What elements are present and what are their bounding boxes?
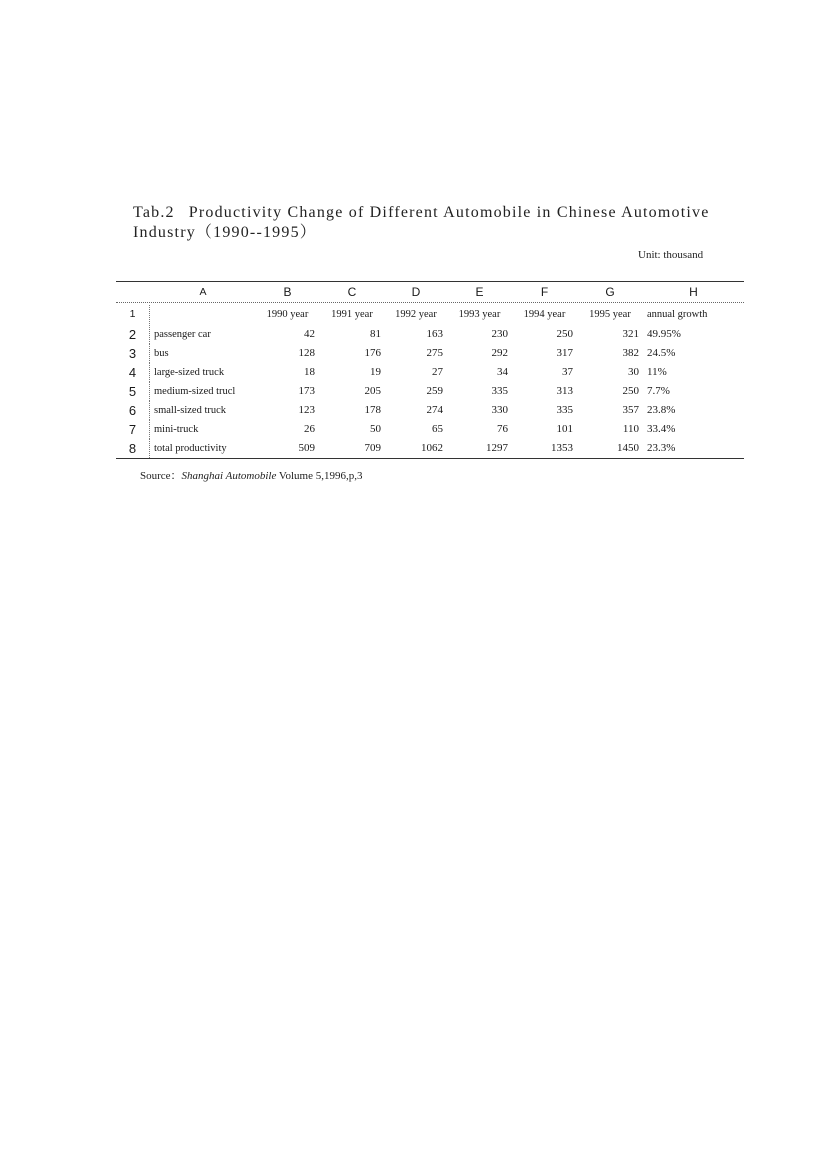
row-label: bus [154, 348, 169, 359]
value-cell: 101 [556, 423, 573, 435]
value-cell: 30 [628, 366, 639, 378]
source-prefix: Source： [140, 470, 182, 482]
value-cell: 321 [622, 328, 639, 340]
row-number: 2 [116, 325, 150, 344]
source-note [140, 467, 362, 483]
row-number: 8 [116, 439, 150, 458]
row-label: total productivity [154, 443, 227, 454]
year-header: 1991 year [331, 308, 373, 320]
value-cell: 274 [426, 404, 443, 416]
value-cell: 76 [497, 423, 508, 435]
source-suffix: Volume 5,1996,p,3 [276, 470, 363, 482]
value-cell: 65 [432, 423, 443, 435]
value-cell: 259 [426, 385, 443, 397]
value-cell: 250 [622, 385, 639, 397]
value-cell: 81 [370, 328, 381, 340]
value-cell: 26 [304, 423, 315, 435]
growth-cell: 49.95% [647, 328, 681, 340]
value-cell: 18 [304, 366, 315, 378]
value-cell: 34 [497, 366, 508, 378]
growth-cell: 11% [647, 366, 667, 378]
value-cell: 123 [298, 404, 315, 416]
table-row [116, 325, 744, 344]
row-label: small-sized truck [154, 405, 227, 416]
value-cell: 317 [556, 347, 573, 359]
growth-cell: 7.7% [647, 385, 670, 397]
value-cell: 313 [556, 385, 573, 397]
value-cell: 205 [364, 385, 381, 397]
value-cell: 275 [426, 347, 443, 359]
source-publication: Shanghai Automobile [181, 470, 277, 482]
value-cell: 163 [426, 328, 443, 340]
table-row [116, 401, 744, 420]
growth-cell: 23.3% [647, 442, 676, 454]
table-caption: Tab.2 [133, 204, 175, 221]
value-cell: 173 [298, 385, 315, 397]
value-cell: 709 [364, 442, 381, 454]
table-row [116, 344, 744, 363]
year-header: 1994 year [523, 308, 566, 320]
table-row [116, 420, 744, 439]
unit-label: Unit: thousand [638, 249, 704, 261]
value-cell: 1062 [421, 442, 443, 454]
row-label: passenger car [154, 329, 211, 340]
column-letter: H [689, 284, 698, 299]
table-title [133, 203, 753, 243]
title-line-2: Industry（1990--1995） [133, 224, 317, 241]
growth-header: annual growth [647, 308, 708, 320]
column-letter: D [411, 284, 421, 299]
data-table [116, 281, 744, 459]
column-letter: B [283, 284, 292, 299]
row-number: 4 [116, 363, 150, 382]
value-cell: 330 [491, 404, 508, 416]
column-letter: A [199, 285, 207, 298]
column-letter: C [347, 284, 357, 299]
row-label: medium-sized trucl [154, 386, 236, 397]
value-cell: 37 [562, 366, 573, 378]
value-cell: 335 [556, 404, 573, 416]
value-cell: 128 [298, 347, 315, 359]
growth-cell: 23.8% [647, 404, 676, 416]
column-letter: F [540, 284, 549, 299]
row-label: large-sized truck [154, 367, 225, 378]
row-number: 5 [116, 382, 150, 401]
column-letter: G [605, 284, 615, 299]
row-number: 7 [116, 420, 150, 439]
column-letter-row [116, 282, 744, 303]
value-cell: 176 [364, 347, 381, 359]
table-row [116, 382, 744, 401]
value-cell: 27 [432, 366, 443, 378]
value-cell: 1297 [486, 442, 508, 454]
value-cell: 1450 [617, 442, 639, 454]
value-cell: 19 [370, 366, 381, 378]
value-cell: 382 [622, 347, 639, 359]
row-label: mini-truck [154, 424, 199, 435]
column-letter: E [475, 284, 484, 299]
year-header: 1993 year [458, 308, 501, 320]
row-number: 3 [116, 344, 150, 363]
growth-cell: 24.5% [647, 347, 676, 359]
row-number: 6 [116, 401, 150, 420]
value-cell: 1353 [551, 442, 573, 454]
year-header: 1990 year [266, 308, 309, 320]
year-header: 1992 year [395, 308, 437, 320]
value-cell: 509 [298, 442, 315, 454]
year-header: 1995 year [589, 308, 631, 320]
row-number: 1 [116, 305, 150, 324]
table-body [116, 325, 744, 458]
value-cell: 230 [491, 328, 508, 340]
value-cell: 178 [364, 404, 381, 416]
header-row [116, 303, 744, 325]
value-cell: 357 [622, 404, 639, 416]
value-cell: 292 [491, 347, 508, 359]
table-row [116, 439, 744, 458]
title-line-1: Productivity Change of Different Automobile in Chinese Automotive [188, 204, 710, 221]
growth-cell: 33.4% [647, 423, 676, 435]
value-cell: 110 [622, 423, 639, 435]
value-cell: 250 [556, 328, 573, 340]
value-cell: 42 [304, 328, 315, 340]
table-row [116, 363, 744, 382]
value-cell: 50 [370, 423, 381, 435]
value-cell: 335 [491, 385, 508, 397]
